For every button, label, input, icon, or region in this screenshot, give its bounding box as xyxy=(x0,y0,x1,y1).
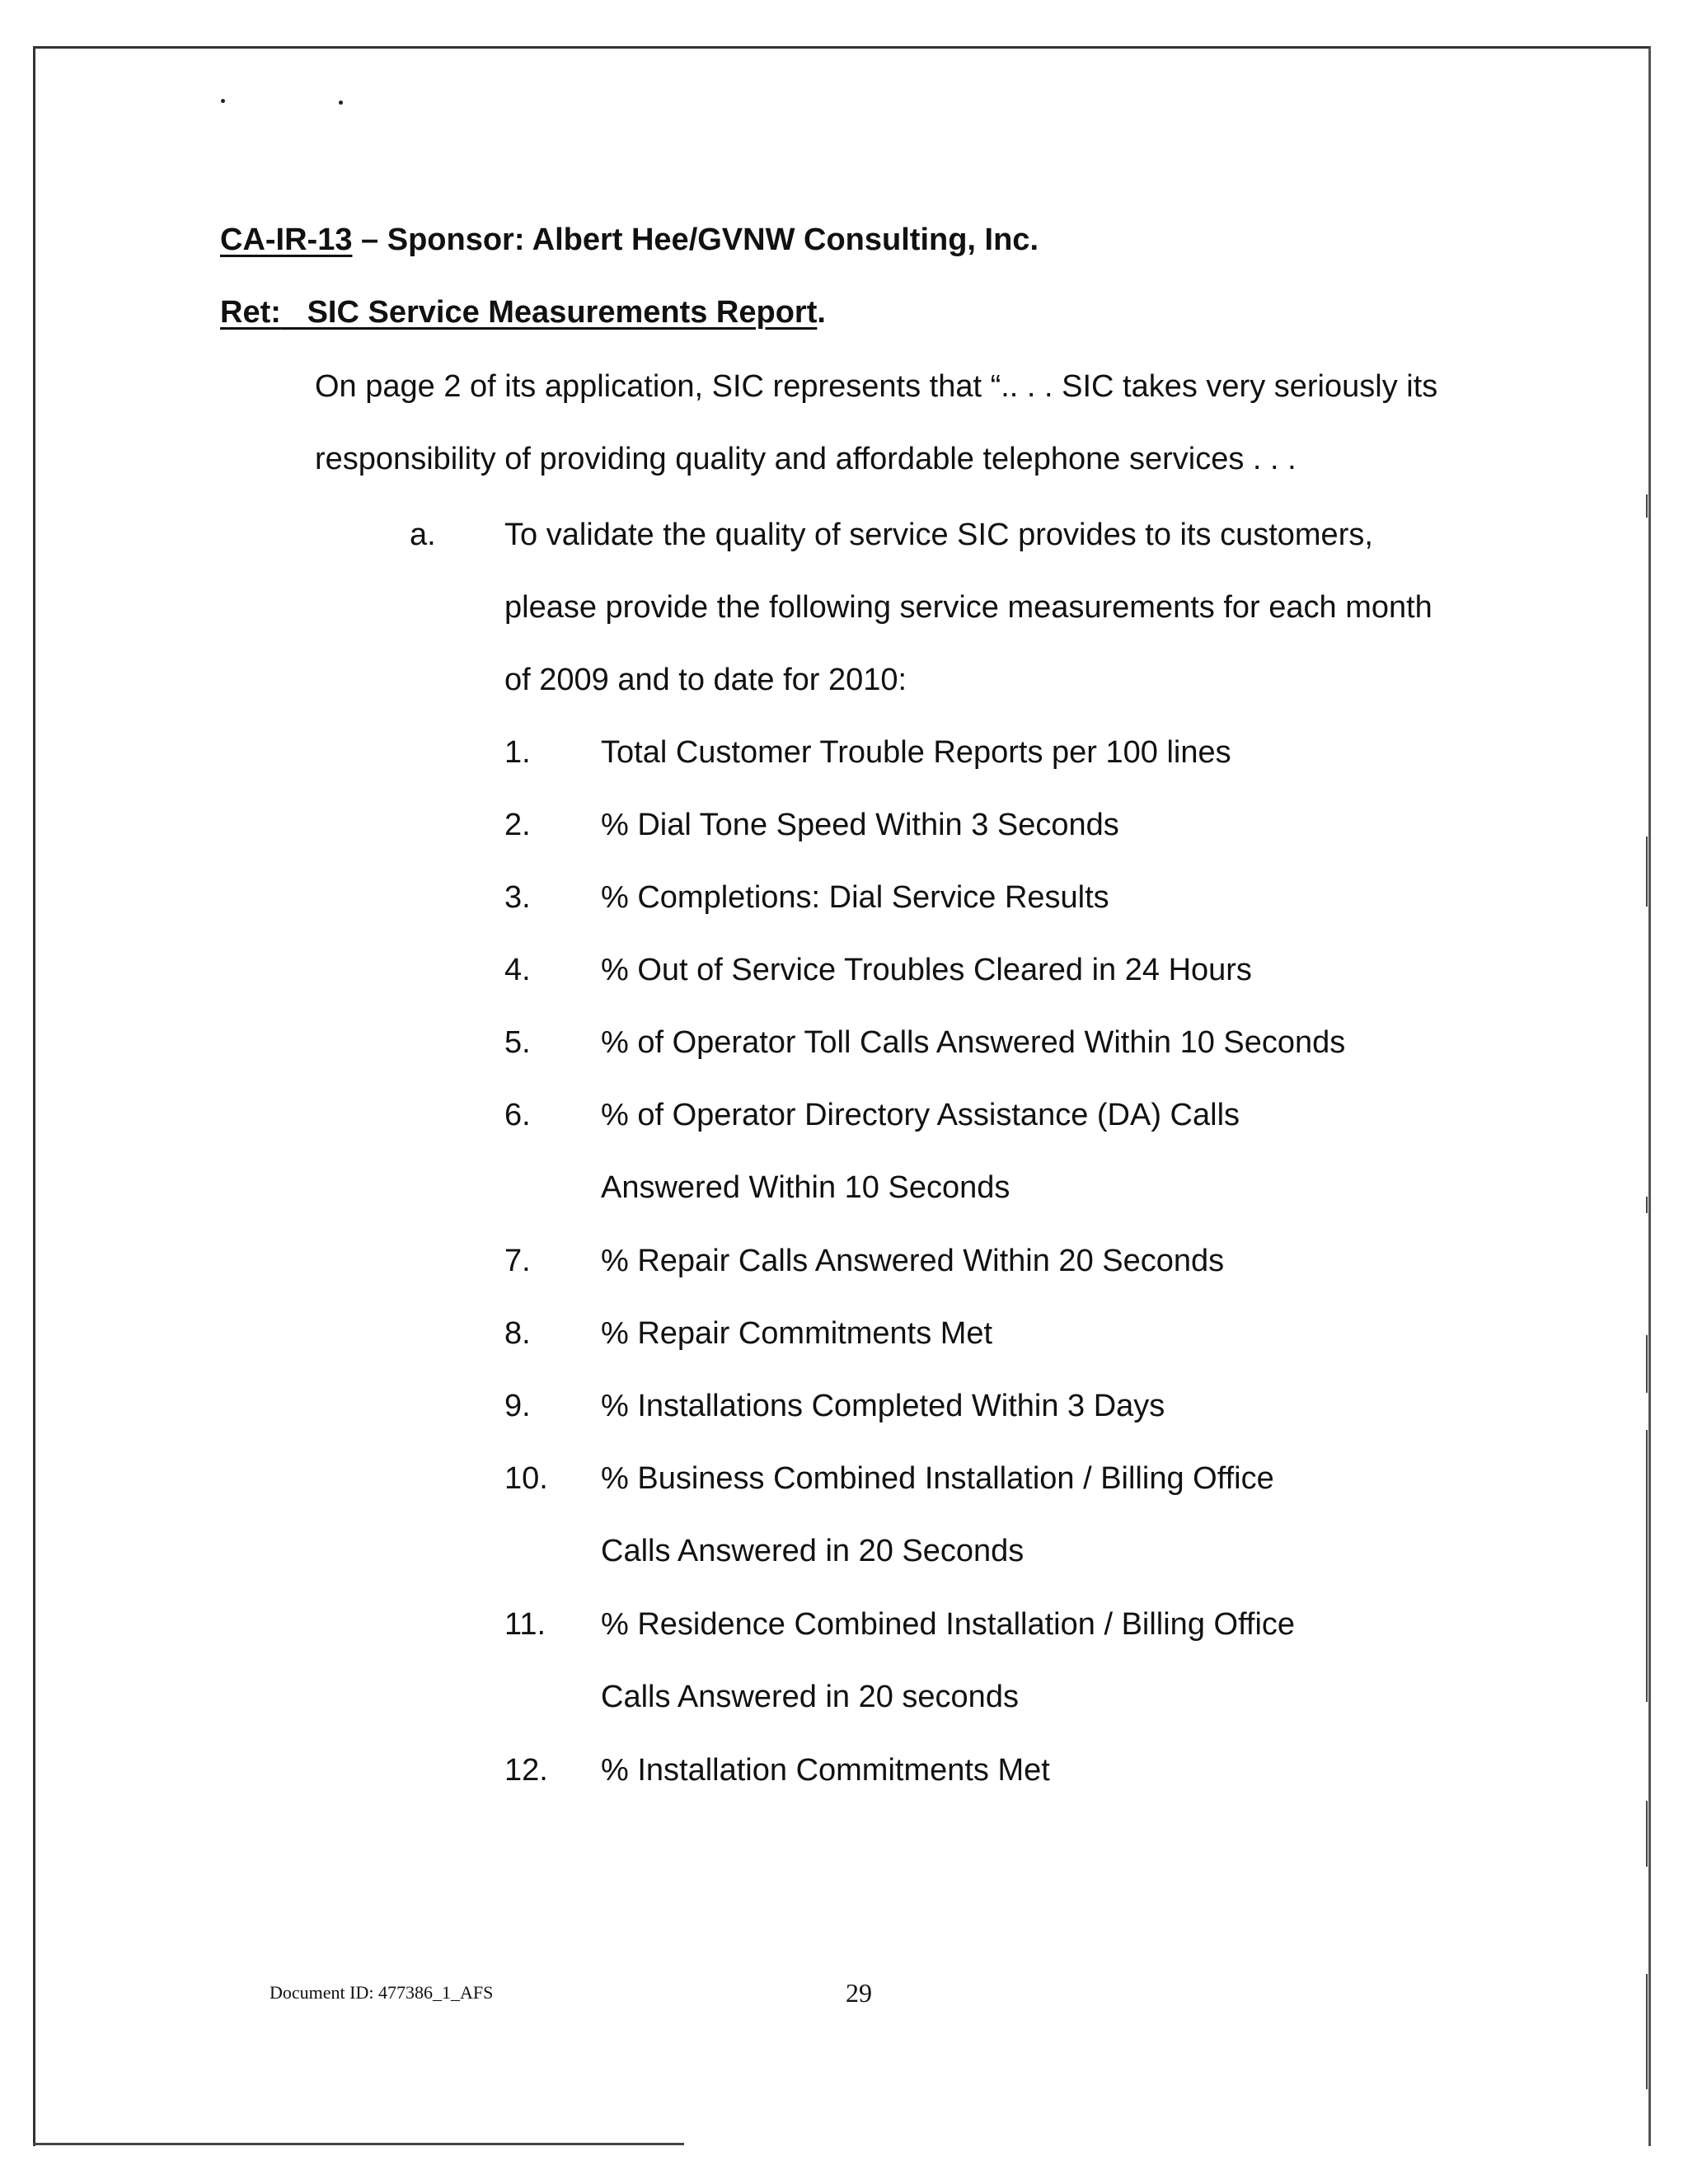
measurement-text: % Business Combined Installation / Billing Office xyxy=(601,1461,1274,1496)
measurement-text: % Dial Tone Speed Within 3 Seconds xyxy=(601,808,1119,842)
page-border xyxy=(33,46,1651,2146)
margin-mark xyxy=(1646,1430,1648,1702)
measurement-text-continued: Answered Within 10 Seconds xyxy=(601,1170,1010,1205)
bottom-rule xyxy=(33,2143,684,2145)
margin-mark xyxy=(1646,837,1648,907)
margin-mark xyxy=(1646,1801,1648,1867)
regarding-title: SIC Service Measurements Report xyxy=(307,295,818,330)
measurement-number: 8. xyxy=(504,1316,531,1351)
measurement-text-continued: Calls Answered in 20 Seconds xyxy=(601,1534,1025,1568)
request-id: CA-IR-13 xyxy=(220,223,353,257)
measurement-text: % Repair Calls Answered Within 20 Seconds xyxy=(601,1244,1225,1278)
measurement-text: % of Operator Toll Calls Answered Within 10 Seconds xyxy=(601,1025,1346,1060)
measurement-text: Total Customer Trouble Reports per 100 lines xyxy=(601,735,1231,770)
request-heading xyxy=(220,223,1039,258)
intro-line-2: responsibility of providing quality and affordable telephone services . . . xyxy=(315,442,1296,476)
margin-mark xyxy=(1646,1197,1648,1213)
margin-mark xyxy=(1646,1974,1648,2089)
measurement-text-continued: Calls Answered in 20 seconds xyxy=(601,1680,1019,1714)
scan-speck xyxy=(339,101,343,105)
measurement-number: 9. xyxy=(504,1389,531,1423)
item-a-line-3: of 2009 and to date for 2010: xyxy=(504,663,907,697)
page-number: 29 xyxy=(846,1978,872,2008)
measurement-number: 11. xyxy=(504,1607,546,1642)
margin-mark xyxy=(1646,1335,1648,1393)
scan-speck xyxy=(221,99,225,103)
margin-mark xyxy=(1646,494,1648,518)
measurement-number: 12. xyxy=(504,1753,548,1788)
regarding-heading xyxy=(220,295,826,330)
measurement-number: 5. xyxy=(504,1025,531,1060)
item-a-label: a. xyxy=(410,518,436,552)
measurement-number: 6. xyxy=(504,1098,531,1132)
measurement-text: % Out of Service Troubles Cleared in 24 Hours xyxy=(601,953,1252,987)
regarding-label: Ret: SIC Service Measurements Report xyxy=(220,295,818,330)
intro-line-1: On page 2 of its application, SIC represents that “.. . . SIC takes very seriously its xyxy=(315,369,1438,404)
measurement-number: 10. xyxy=(504,1461,548,1496)
measurement-number: 3. xyxy=(504,880,531,915)
measurement-text: % Repair Commitments Met xyxy=(601,1316,993,1351)
measurement-text: % Installation Commitments Met xyxy=(601,1753,1050,1788)
measurement-text: % of Operator Directory Assistance (DA) Calls xyxy=(601,1098,1240,1132)
measurement-number: 1. xyxy=(504,735,531,770)
regarding-period: . xyxy=(817,295,826,330)
sponsor-line: – Sponsor: Albert Hee/GVNW Consulting, Inc. xyxy=(352,223,1039,257)
measurement-number: 2. xyxy=(504,808,531,842)
measurement-text: % Completions: Dial Service Results xyxy=(601,880,1109,915)
item-a-line-1: To validate the quality of service SIC provides to its customers, xyxy=(504,518,1373,552)
document-id: Document ID: 477386_1_AFS xyxy=(270,1982,494,2003)
measurement-text: % Residence Combined Installation / Billing Office xyxy=(601,1607,1296,1642)
item-a-line-2: please provide the following service measurements for each month xyxy=(504,590,1432,625)
measurement-text: % Installations Completed Within 3 Days xyxy=(601,1389,1165,1423)
measurement-number: 7. xyxy=(504,1244,531,1278)
measurement-number: 4. xyxy=(504,953,531,987)
